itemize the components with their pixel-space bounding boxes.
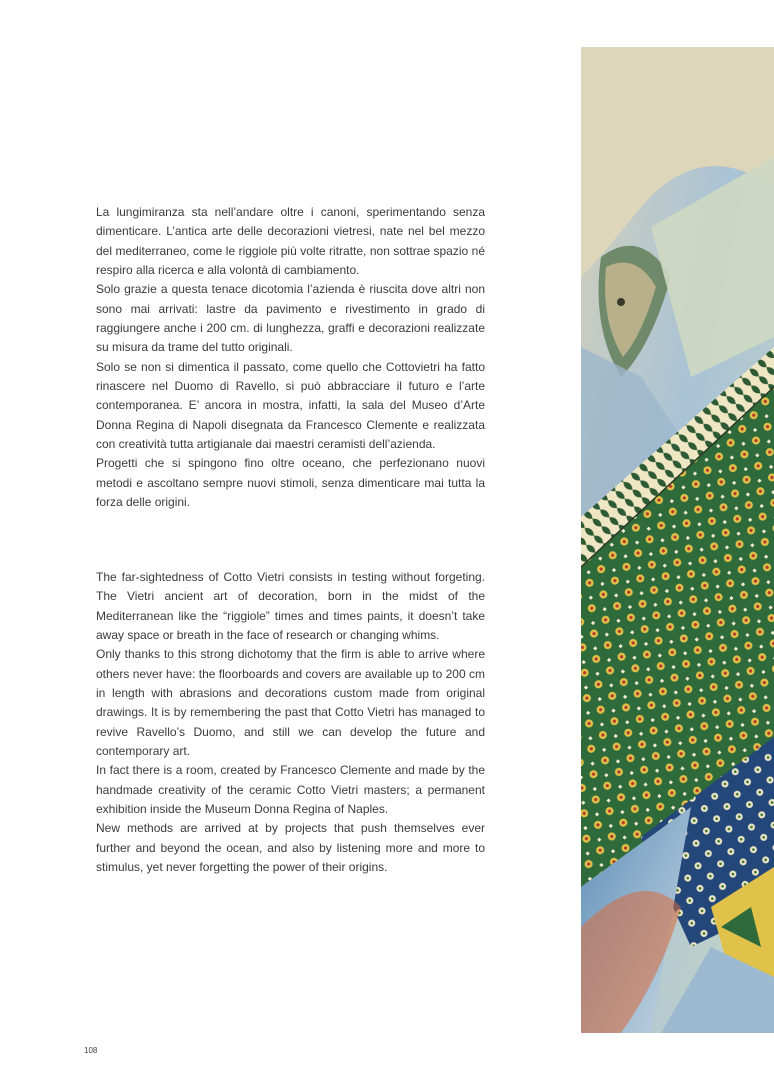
english-text-block	[96, 568, 485, 878]
english-paragraph: The far-sightedness of Cotto Vietri consists in testing without forgeting. The Vietri ancient art of decoration, born in the midst of the Mediterranean like the “riggiole” times and times paints, it doesn’t take away space or breath in the face of research or changing whims.	[96, 570, 485, 643]
italian-paragraph: Solo se non si dimentica il passato, come quello che Cottovietri ha fatto rinascere nel Duomo di Ravello, si può abbracciare il futuro e l’arte contemporanea. E’ ancora in mostra, infatti, la sala del Museo d’Arte Donna Regina di Napoli disegnata da Francesco Clemente e realizzata con creatività tutta artigianale dai maestri ceramisti dell’azienda.	[96, 359, 485, 452]
page-number: 108	[84, 1046, 98, 1055]
english-paragraph: Only thanks to this strong dichotomy that the firm is able to arrive where others never have: the floorboards and covers are available up to 200 cm in length with abrasions and decorations custom made from original drawings. It is by remembering the past that Cotto Vietri has managed to revive Ravello’s Duomo, and still we can develop the future and contemporary art.	[96, 647, 485, 759]
italian-paragraph: Progetti che si spingono fino oltre oceano, che perfezionano nuovi metodi e ascoltano sempre nuovi stimoli, senza dimenticare mai tutta la forza delle origini.	[96, 456, 485, 510]
ceramic-floor-photo	[581, 47, 774, 1033]
italian-paragraph: Solo grazie a questa tenace dicotomia l’azienda è riuscita dove altri non sono mai arrivati: lastre da pavimento e rivestimento in grado di raggiungere anche i 200 cm. di lunghezza, graffi e decorazioni realizzate su misura da trame del tutto originali.	[96, 282, 485, 355]
english-paragraph: In fact there is a room, created by Francesco Clemente and made by the handmade creativity of the ceramic Cotto Vietri masters; a permanent exhibition inside the Museum Donna Regina of Naples.	[96, 763, 485, 817]
english-paragraph: New methods are arrived at by projects that push themselves ever further and beyond the ocean, and also by listening more and more to stimulus, yet never forgetting the power of their origins.	[96, 821, 485, 875]
italian-text-block	[96, 203, 485, 513]
italian-paragraph: La lungimiranza sta nell’andare oltre i canoni, sperimentando senza dimenticare. L’antica arte delle decorazioni vietresi, nate nel bel mezzo del mediterraneo, come le riggiole più volte ritratte, non sottrae spazio né respiro alla ricerca e alla volontà di cambiamento.	[96, 205, 485, 278]
